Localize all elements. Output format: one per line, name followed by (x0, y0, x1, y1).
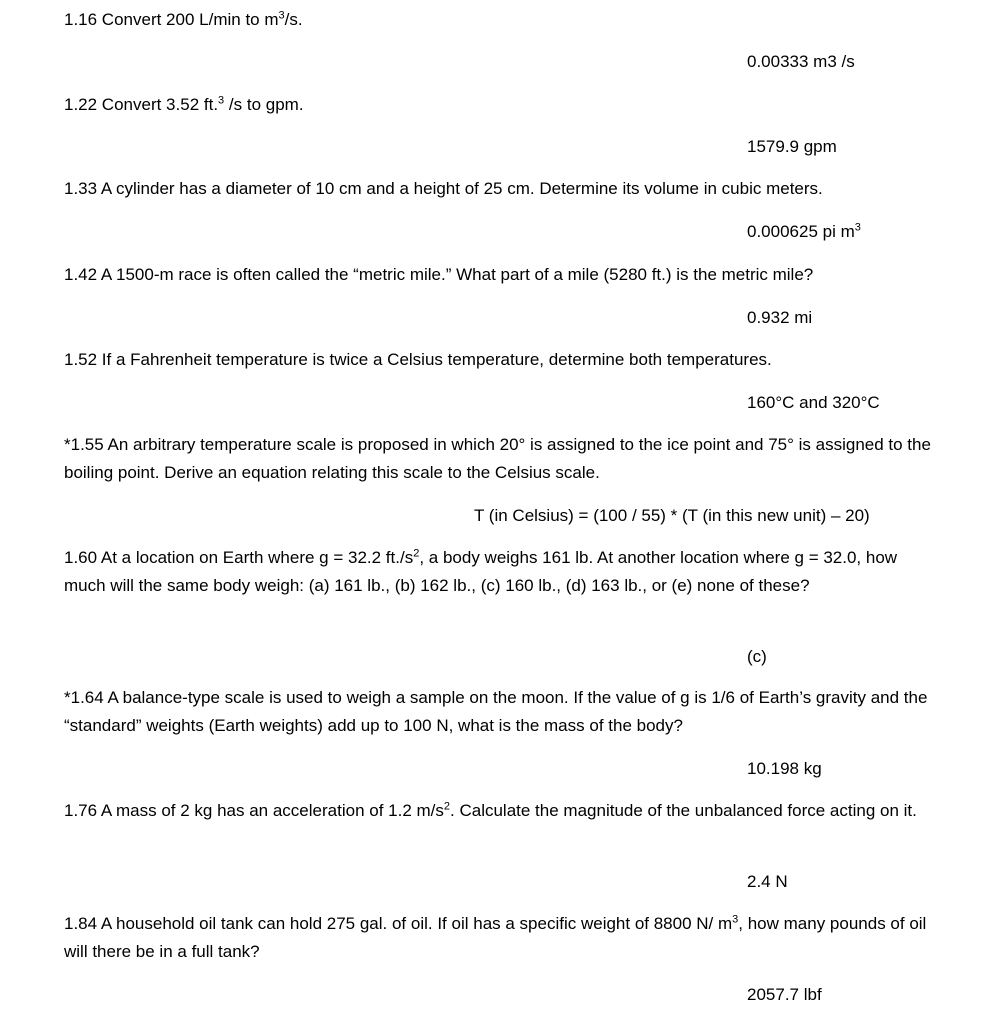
problem-1-52-question: 1.52 If a Fahrenheit temperature is twice a Celsius temperature, determine both temperatures. (64, 350, 772, 369)
problem-1-16-question: 1.16 Convert 200 L/min to $m^3/s$. (64, 9, 303, 29)
problem-1-64-answer: 10.198 kg (747, 759, 822, 778)
problem-1-60-answer: (c) (747, 647, 767, 666)
problem-1-33-question: 1.33 A cylinder has a diameter of 10 cm and a height of 25 cm. Determine its volume in cubic meters. (64, 179, 823, 198)
problem-1-42-answer: 0.932 mi (747, 308, 813, 327)
problem-1-22-answer: 1579.9 gpm (747, 137, 837, 156)
problem-1-76-answer: 2.4 N (747, 872, 788, 891)
problem-1-84-question: 1.84 A household oil tank can hold 275 gal. of oil. If oil has a specific weight of 8800 N/ $m^3$, how many pounds of oil will there be in a full tank? (64, 913, 927, 961)
problem-1-60-question: 1.60 At a location on Earth where g = 32.2 $ft./s^2$, a body weighs 161 lb. At another location where g = 32.0, how much will the same body weigh: (a) 161 lb., (b) 162 lb., (c) 160 lb., (d) 163 lb., or (e) none of these? (64, 547, 898, 595)
problem-1-64-question: *1.64 A balance-type scale is used to weigh a sample on the moon. If the value of g is 1/6 of Earth’s gravity and the “standard” weights (Earth weights) add up to 100 N, what is the mass of the body? (64, 688, 928, 735)
problem-1-55-answer: T (in Celsius) = (100 / 55) * (T (in this new unit) – 20) (474, 506, 870, 525)
problem-1-76-question: 1.76 A mass of 2 kg has an acceleration of 1.2 $m/s^2$. Calculate the magnitude of the unbalanced force acting on it. (64, 800, 917, 820)
problem-1-22-question: 1.22 Convert 3.52 ft.$^3$ /s to gpm. (64, 94, 304, 114)
problem-1-84-answer: 2057.7 lbf (747, 985, 822, 1004)
problem-1-42-question: 1.42 A 1500-m race is often called the “metric mile.” What part of a mile (5280 ft.) is the metric mile? (64, 265, 814, 284)
problem-1-55-question: *1.55 An arbitrary temperature scale is proposed in which 20° is assigned to the ice point and 75° is assigned to the boiling point. Derive an equation relating this scale to the Celsius scale. (64, 435, 931, 482)
problem-1-52-answer: 160°C and 320°C (747, 393, 880, 412)
problem-1-33-answer: 0.000625 pi $m^3$ (747, 221, 861, 241)
problem-1-16-answer: 0.00333 m3 /s (747, 52, 855, 71)
